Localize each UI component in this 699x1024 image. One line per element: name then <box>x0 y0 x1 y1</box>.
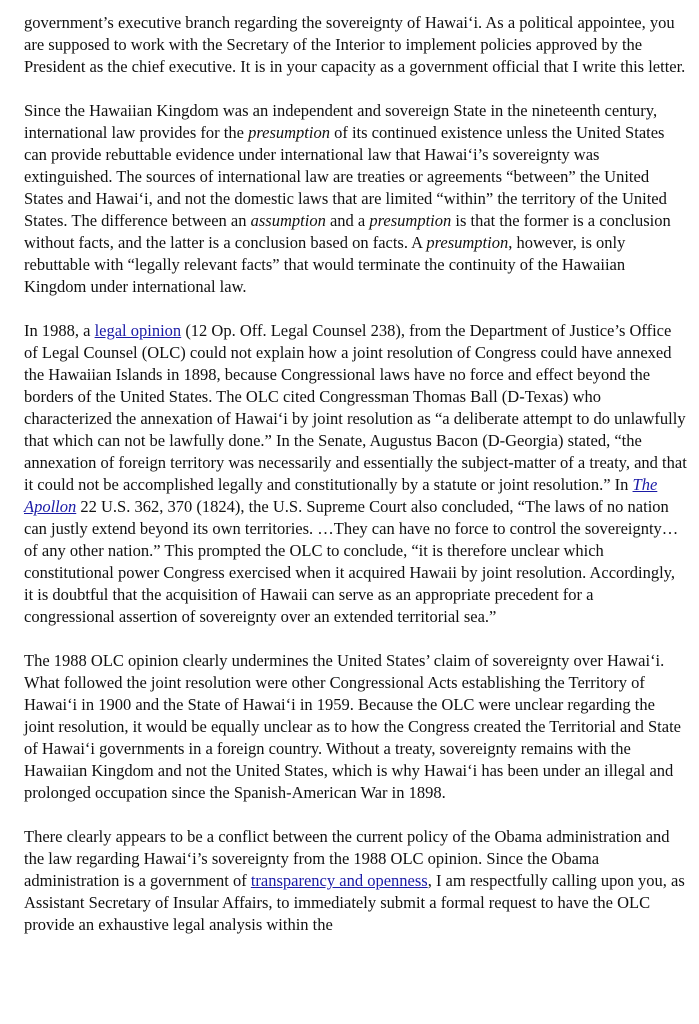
paragraph-3 <box>24 320 688 628</box>
presumption-emphasis: presumption <box>369 211 452 230</box>
paragraph-3-text-3: 22 U.S. 362, 370 (1824), the U.S. Supreme Court also concluded, “The laws of no nation can justly extend beyond its own territories. …They can have no force to control the sovereignty…of any other nation.” This prompted the OLC to conclude, “it is therefore unclear which constitutional power Congress exercised when it acquired Hawaii by joint resolution. Accordingly, it is doubtful that the acquisition of Hawaii can serve as an appropriate precedent for a congressional assertion of sovereignty over an extended territorial sea.” <box>24 497 679 626</box>
transparency-and-openness-link[interactable]: transparency and openness <box>250 871 428 890</box>
paragraph-2-text-2: of its continued existence unless the United States can provide rebuttable evidence under international law that Hawai‘i’s sovereignty was extinguished. The sources of international law are treaties or agreements “between” the United States and Hawai‘i, and not the domestic laws that are limited “within” the territory of the United States. The difference between an <box>24 123 667 230</box>
assumption-emphasis: assumption <box>250 211 326 230</box>
paragraph-5-text-2: , I am respectfully calling upon you, as Assistant Secretary of Insular Affairs, to immediately submit a formal request to have the OLC provide an exhaustive legal analysis within the <box>24 871 685 934</box>
presumption-emphasis: presumption <box>426 233 509 252</box>
presumption-emphasis: presumption <box>248 123 330 142</box>
paragraph-1 <box>24 12 688 78</box>
the-apollon-link-text: The Apollon <box>24 475 658 516</box>
paragraph-4 <box>24 650 688 804</box>
paragraph-2-text-3: and a <box>325 211 370 230</box>
paragraph-2-text-5: , however, is only rebuttable with “legally relevant facts” that would terminate the continuity of the Hawaiian Kingdom under international law. <box>24 233 626 296</box>
paragraph-2-text-1: Since the Hawaiian Kingdom was an independent and sovereign State in the nineteenth century, international law provides for the <box>24 101 658 142</box>
paragraph-2 <box>24 100 688 298</box>
paragraph-4-text: The 1988 OLC opinion clearly undermines the United States’ claim of sovereignty over Hawai‘i. What followed the joint resolution were other Congressional Acts establishing the Territory of Hawai‘i in 1900 and the State of Hawai‘i in 1959. Because the OLC were unclear regarding the joint resolution, it would be equally unclear as to how the Congress created the Territorial and State of Hawai‘i governments in a foreign country. Without a treaty, sovereignty remains with the Hawaiian Kingdom and not the United States, which is why Hawai‘i has been under an illegal and prolonged occupation since the Spanish-American War in 1898. <box>24 651 681 802</box>
paragraph-2-text-4: is that the former is a conclusion without facts, and the latter is a conclusion based on facts. A <box>24 211 671 252</box>
legal-opinion-link[interactable]: legal opinion <box>94 321 182 340</box>
paragraph-5-text-1: There clearly appears to be a conflict between the current policy of the Obama administration and the law regarding Hawai‘i’s sovereignty from the 1988 OLC opinion. Since the Obama administration is a government of <box>24 827 670 890</box>
paragraph-3-text-1: In 1988, a <box>24 321 95 340</box>
paragraph-1-text: government’s executive branch regarding the sovereignty of Hawai‘i. As a political appointee, you are supposed to work with the Secretary of the Interior to implement policies approved by the President as the chief executive. It is in your capacity as a government official that I write this letter. <box>24 13 686 76</box>
paragraph-5 <box>24 826 688 936</box>
paragraph-3-text-2: (12 Op. Off. Legal Counsel 238), from the Department of Justice’s Office of Legal Counsel (OLC) could not explain how a joint resolution of Congress could have annexed the Hawaiian Islands in 1898, because Congressional laws have no force and effect beyond the borders of the United States. The OLC cited Congressman Thomas Ball (D-Texas) who characterized the annexation of Hawai‘i by joint resolution as “a deliberate attempt to do unlawfully that which can not be lawfully done.” In the Senate, Augustus Bacon (D-Georgia) stated, “the annexation of foreign territory was necessarily and essentially the subject-matter of a treaty, and that it could not be accomplished legally and constitutionally by a statute or joint resolution.” In <box>24 321 687 494</box>
letter-page <box>24 12 688 958</box>
